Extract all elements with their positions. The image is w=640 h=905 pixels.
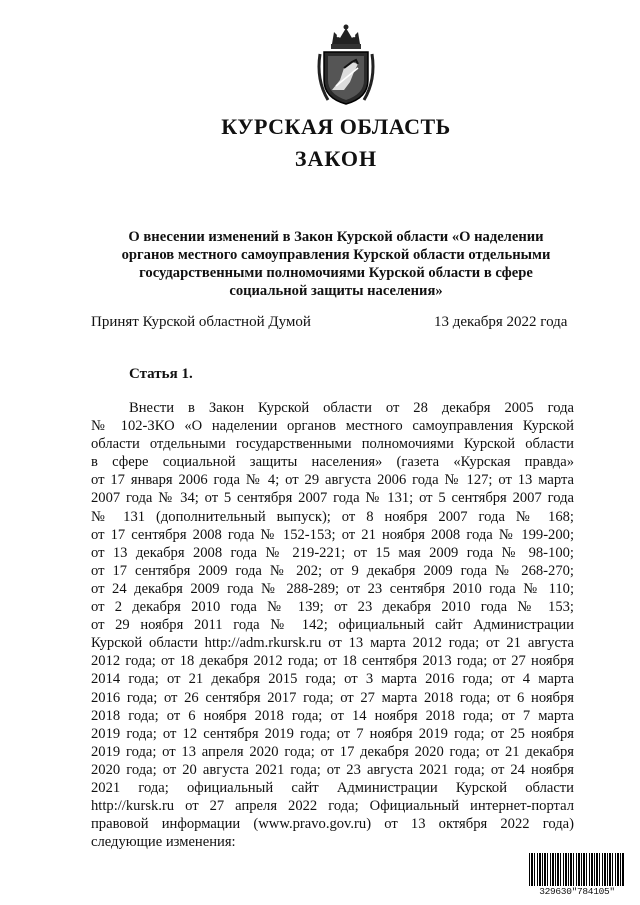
shield-icon xyxy=(324,52,368,104)
body-line: 2018 года; от 6 ноября 2018 года; от 14 ноября 2018 года; от 7 марта xyxy=(91,707,574,724)
law-title-line: О внесении изменений в Закон Курской области «О наделении xyxy=(128,229,544,245)
region-heading: КУРСКАЯ ОБЛАСТЬ xyxy=(221,114,451,139)
body-line: от 17 января 2006 года № 4; от 29 августа 2006 года № 127; от 13 марта xyxy=(91,472,574,489)
law-title xyxy=(96,228,576,300)
body-line: № 131 (дополнительный выпуск); от 8 ноября 2007 года № 168; xyxy=(91,508,574,525)
body-line: от 2 декабря 2010 года № 139; от 23 декабря 2010 года № 153; xyxy=(91,599,574,616)
adoption-date: 13 декабря 2022 года xyxy=(434,314,568,330)
body-line: http://kursk.ru от 27 апреля 2022 года; Официальный интернет-портал xyxy=(91,798,574,815)
barcode xyxy=(529,853,625,897)
body-line: области отдельными государственными полномочиями Курской области xyxy=(91,436,574,453)
body-line: от 24 декабря 2009 года № 288-289; от 23 сентября 2010 года № 110; xyxy=(91,580,574,597)
body-line: правовой информации (www.pravo.gov.ru) от 13 октября 2022 года) xyxy=(91,816,574,833)
body-line: Внести в Закон Курской области от 28 декабря 2005 года xyxy=(129,400,574,416)
barcode-bars xyxy=(529,853,625,887)
law-title-line: органов местного самоуправления Курской области отдельными xyxy=(121,247,551,263)
body-line: 2016 года; от 26 сентября 2017 года; от 27 марта 2018 года; от 6 ноября xyxy=(91,689,574,706)
body-line: 2014 года; от 21 декабря 2015 года; от 3 марта 2016 года; от 4 марта xyxy=(91,671,574,688)
body-line: 2019 года; от 12 сентября 2019 года; от 7 ноября 2019 года; от 25 ноября xyxy=(91,725,574,742)
body-line: Курской области http://adm.rkursk.ru от 13 марта 2012 года; от 21 августа xyxy=(91,635,574,652)
body-line: 2021 года; официальный сайт Администрации Курской области xyxy=(91,779,574,796)
document-type-heading: ЗАКОН xyxy=(294,146,378,171)
body-line: № 102-ЗКО «О наделении органов местного самоуправления Курской xyxy=(91,418,574,435)
crown-icon xyxy=(331,25,361,50)
body-line: 2019 года; от 13 апреля 2020 года; от 17 декабря 2020 года; от 21 декабря xyxy=(91,743,574,760)
body-line: от 13 декабря 2008 года № 219-221; от 15 мая 2009 года № 98-100; xyxy=(91,544,574,561)
body-line: 2007 года № 34; от 5 сентября 2007 года № 131; от 5 сентября 2007 года xyxy=(91,490,574,507)
body-line: от 29 ноября 2011 года № 142; официальный сайт Администрации xyxy=(91,617,574,634)
barcode-number: 329630"784105" xyxy=(529,886,625,897)
article-heading: Статья 1. xyxy=(129,366,193,382)
law-title-line: государственными полномочиями Курской области в сфере xyxy=(139,265,533,281)
article-body xyxy=(91,399,574,851)
body-line: 2012 года; от 18 декабря 2012 года; от 18 сентября 2013 года; от 27 ноября xyxy=(91,653,574,670)
body-line: 2020 года; от 20 августа 2021 года; от 23 августа 2021 года; от 24 ноября xyxy=(91,761,574,778)
adopted-by: Принят Курской областной Думой xyxy=(91,314,311,330)
body-line: от 17 сентября 2009 года № 202; от 9 декабря 2009 года № 268-270; xyxy=(91,562,574,579)
body-line: следующие изменения: xyxy=(91,834,236,851)
body-line: от 17 сентября 2008 года № 152-153; от 21 ноября 2008 года № 199-200; xyxy=(91,526,574,543)
law-title-line: социальной защиты населения» xyxy=(229,283,443,299)
coat-of-arms-emblem xyxy=(314,22,378,106)
body-line: в сфере социальной защиты населения» (газета «Курская правда» xyxy=(91,454,574,471)
